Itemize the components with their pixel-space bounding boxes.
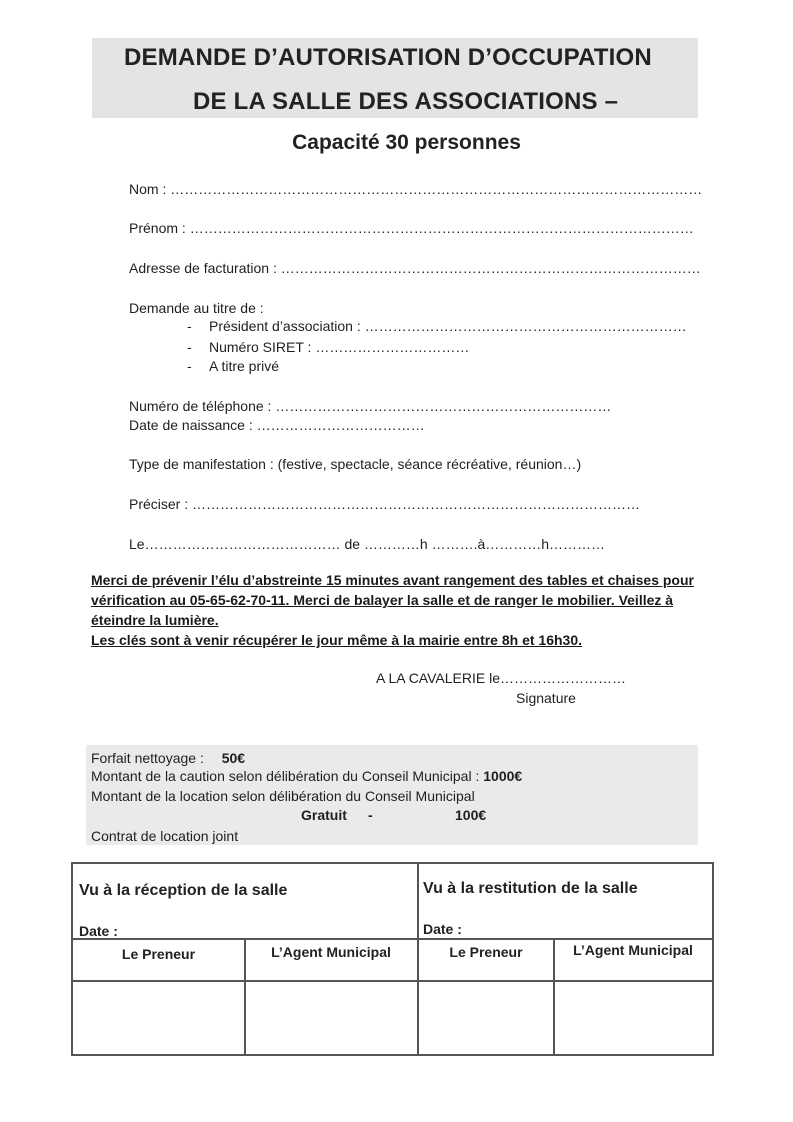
restitution-date-label[interactable]: Date :: [423, 921, 462, 937]
notice-text: Merci de prévenir l’élu d’abstreinte 15 minutes avant rangement des tables et chaises pour vérification au 05-65-62-70-11. Merci de balayer la salle et de ranger le mobilier. Veillez à éteindre la lumière.: [91, 572, 694, 628]
contrat-label: Contrat de location joint: [91, 828, 239, 844]
caution-row: [91, 768, 522, 784]
preciser-field: [129, 496, 640, 512]
restitution-preneur-cell[interactable]: [419, 982, 553, 1054]
gratuit-label: Gratuit: [301, 807, 347, 823]
caution-value: 1000€: [483, 768, 523, 784]
nom-blank[interactable]: ……………………………………………………………………………………………………: [170, 181, 703, 197]
caution-label: Montant de la caution selon délibération du Conseil Municipal :: [91, 768, 480, 784]
option-president-label: Président d’association :: [209, 318, 361, 334]
type-manifestation: Type de manifestation : (festive, spectacle, séance récréative, réunion…): [129, 456, 582, 472]
prenom-blank[interactable]: ………………………………………………………………………………………………: [189, 220, 694, 236]
notice-block: [91, 570, 711, 650]
reception-title: Vu à la réception de la salle: [79, 882, 288, 899]
naissance-blank[interactable]: ………………………………: [256, 417, 425, 433]
reception-agent-cell[interactable]: [246, 982, 417, 1054]
naissance-field: [129, 417, 425, 433]
gratuit-dash: -: [368, 807, 373, 823]
nom-field: [129, 181, 702, 197]
demande-label: Demande au titre de :: [129, 300, 264, 316]
reception-agent-header: L’Agent Municipal: [271, 944, 391, 960]
option-prive[interactable]: [187, 358, 279, 374]
table-header-divider: [73, 938, 712, 940]
option-siret-label: Numéro SIRET :: [209, 339, 312, 355]
restitution-agent-header: L’Agent Municipal: [573, 942, 693, 958]
adresse-label: Adresse de facturation :: [129, 260, 277, 276]
nom-label: Nom :: [129, 181, 167, 197]
option-president[interactable]: [187, 318, 687, 334]
option-siret-blank[interactable]: ……………………………: [315, 339, 470, 355]
location-label: Montant de la location selon délibération du Conseil Municipal: [91, 788, 475, 804]
naissance-label: Date de naissance :: [129, 417, 253, 433]
preciser-blank[interactable]: ……………………………………………………………………………………: [192, 496, 641, 512]
bullet-dash: -: [187, 318, 192, 334]
prenom-field: [129, 220, 694, 236]
page-subtitle: Capacité 30 personnes: [292, 131, 521, 154]
reception-preneur-header: Le Preneur: [121, 946, 196, 962]
adresse-field: [129, 260, 701, 276]
option-prive-label: A titre privé: [209, 358, 280, 374]
location-value: 100€: [455, 807, 487, 823]
restitution-preneur-header: Le Preneur: [449, 944, 523, 960]
option-president-blank[interactable]: ……………………………………………………………: [364, 318, 687, 334]
preciser-label: Préciser :: [129, 496, 189, 512]
prenom-label: Prénom :: [129, 220, 186, 236]
page-title-line1: DEMANDE D’AUTORISATION D’OCCUPATION: [124, 44, 652, 71]
forfait-label: Forfait nettoyage :: [91, 750, 204, 766]
telephone-field: [129, 398, 611, 414]
reception-date-label[interactable]: Date :: [79, 923, 118, 939]
page-title-line2: DE LA SALLE DES ASSOCIATIONS –: [193, 88, 619, 115]
telephone-label: Numéro de téléphone :: [129, 398, 272, 414]
notice-keys: Les clés sont à venir récupérer le jour même à la mairie entre 8h et 16h30.: [91, 632, 583, 648]
inspection-table: [71, 862, 714, 1056]
adresse-blank[interactable]: ………………………………………………………………………………: [280, 260, 701, 276]
forfait-row: [91, 750, 245, 766]
signature-place[interactable]: A LA CAVALERIE le………………………: [376, 670, 626, 686]
bullet-dash: -: [187, 339, 192, 355]
telephone-blank[interactable]: ………………………………………………………………: [275, 398, 612, 414]
forfait-value: 50€: [221, 750, 246, 766]
option-siret[interactable]: [187, 339, 469, 355]
restitution-agent-cell[interactable]: [555, 982, 712, 1054]
signature-label: Signature: [516, 690, 576, 706]
date-time-line[interactable]: Le…………………………………… de …………h ……….à…………h…………: [129, 536, 606, 552]
reception-preneur-cell[interactable]: [73, 982, 244, 1054]
restitution-title: Vu à la restitution de la salle: [423, 880, 638, 897]
bullet-dash: -: [187, 358, 192, 374]
